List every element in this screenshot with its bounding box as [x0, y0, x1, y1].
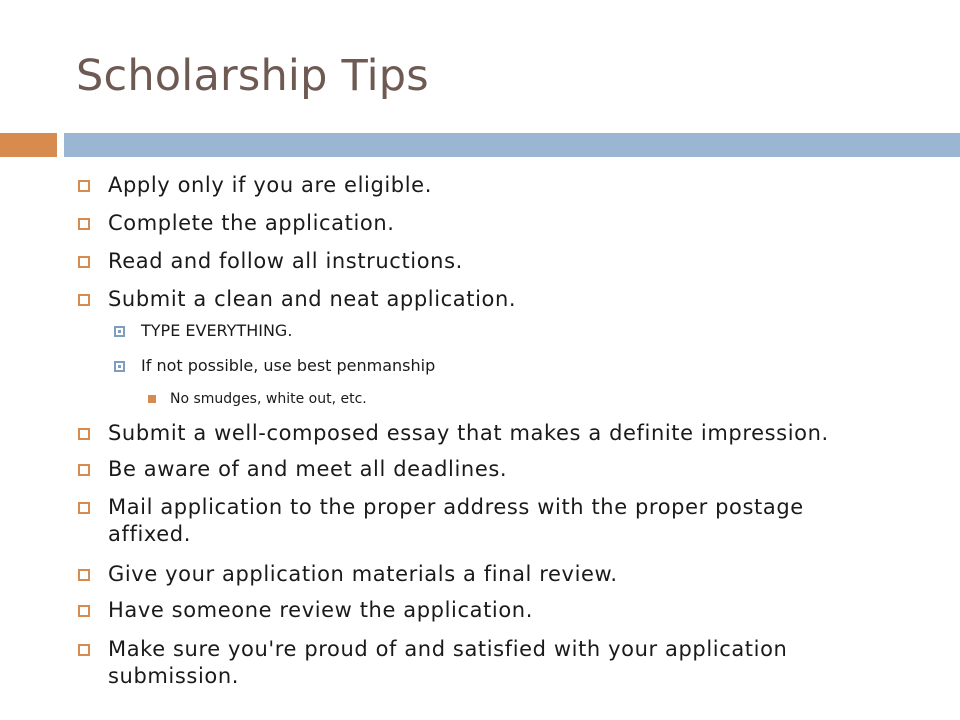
list-item-text: TYPE EVERYTHING.: [141, 321, 293, 340]
list-item-text: Be aware of and meet all deadlines.: [108, 457, 508, 481]
sub-sub-list-item: [170, 390, 770, 408]
list-item: [108, 456, 868, 483]
square-bullet-icon: [78, 256, 90, 268]
list-item-text: Give your application materials a final review.: [108, 562, 618, 586]
list-item: [108, 210, 868, 237]
list-item-text: Mail application to the proper address with the proper postage affixed.: [108, 495, 804, 546]
list-item: [108, 494, 868, 548]
square-bullet-icon: [78, 294, 90, 306]
list-item-text: Submit a well-composed essay that makes a definite impression.: [108, 421, 829, 445]
square-bullet-icon: [78, 464, 90, 476]
square-bullet-icon: [78, 428, 90, 440]
list-item: [108, 597, 868, 624]
square-bullet-icon: [78, 569, 90, 581]
sub-list-item: [141, 356, 841, 376]
list-item-text: Apply only if you are eligible.: [108, 173, 432, 197]
square-bullet-icon: [114, 361, 125, 372]
list-item: [108, 286, 868, 313]
square-bullet-icon: [78, 218, 90, 230]
accent-bar-blue: [64, 133, 960, 157]
square-bullet-icon: [114, 326, 125, 337]
list-item-text: No smudges, white out, etc.: [170, 391, 367, 407]
list-item-text: Have someone review the application.: [108, 598, 533, 622]
list-item: [108, 561, 868, 588]
list-item-text: Complete the application.: [108, 211, 395, 235]
list-item: [108, 172, 868, 199]
list-item: [108, 248, 868, 275]
list-item-text: Submit a clean and neat application.: [108, 287, 517, 311]
square-bullet-icon: [78, 502, 90, 514]
square-bullet-icon: [78, 180, 90, 192]
list-item: [108, 420, 868, 447]
list-item: [108, 636, 868, 690]
square-bullet-icon: [78, 605, 90, 617]
slide-title: Scholarship Tips: [76, 51, 429, 101]
list-item-text: If not possible, use best penmanship: [141, 356, 436, 375]
list-item-text: Read and follow all instructions.: [108, 249, 463, 273]
list-item-text: Make sure you're proud of and satisfied with your application submission.: [108, 637, 788, 688]
square-bullet-icon: [148, 395, 156, 403]
square-bullet-icon: [78, 644, 90, 656]
sub-list-item: [141, 321, 841, 341]
accent-bar-orange: [0, 133, 57, 157]
